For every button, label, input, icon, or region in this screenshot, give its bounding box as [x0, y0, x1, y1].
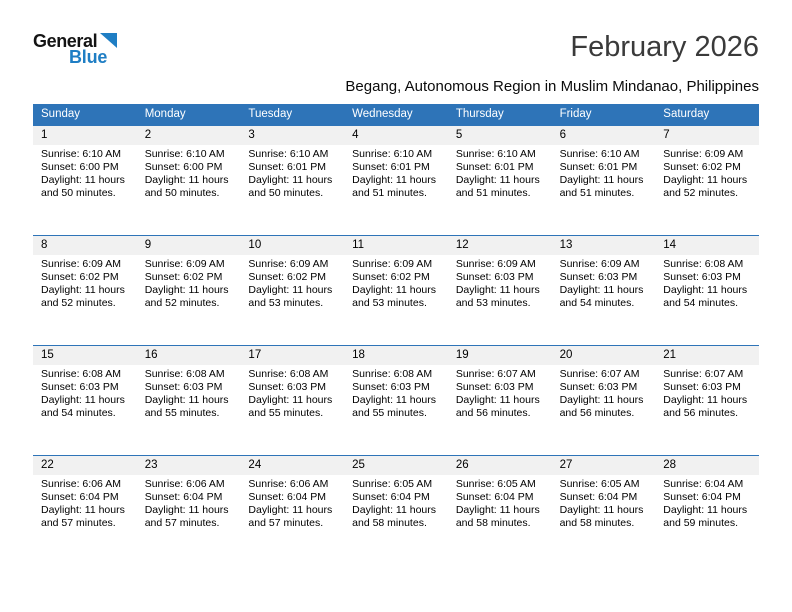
day-info: [344, 365, 448, 420]
daylight-text: Daylight: 11 hours and 55 minutes.: [248, 394, 333, 419]
day-cell-16[interactable]: [137, 346, 241, 455]
sunrise-text: Sunrise: 6:08 AM: [144, 368, 225, 380]
sunrise-text: Sunrise: 6:08 AM: [41, 368, 121, 380]
day-cell-8[interactable]: [33, 236, 137, 345]
daylight-text: Daylight: 11 hours and 53 minutes.: [248, 284, 333, 309]
daylight-text: Daylight: 11 hours and 56 minutes.: [559, 394, 644, 419]
daylight-text: Daylight: 11 hours and 57 minutes.: [144, 504, 229, 529]
sunrise-text: Sunrise: 6:06 AM: [248, 478, 329, 490]
day-cell-1[interactable]: [33, 126, 137, 235]
day-number: 6: [552, 126, 656, 145]
day-info: [448, 475, 552, 530]
day-number: 9: [137, 236, 241, 255]
daylight-text: Daylight: 11 hours and 58 minutes.: [352, 504, 436, 529]
day-cell-11[interactable]: [344, 236, 448, 345]
day-number: 4: [344, 126, 448, 145]
sunrise-text: Sunrise: 6:06 AM: [144, 478, 225, 490]
day-info: [240, 255, 344, 310]
sunrise-text: Sunrise: 6:10 AM: [144, 148, 225, 160]
day-info: [240, 145, 344, 200]
sunrise-text: Sunrise: 6:05 AM: [455, 478, 536, 490]
daylight-text: Daylight: 11 hours and 54 minutes.: [663, 284, 748, 309]
top-bar: [33, 24, 759, 74]
day-info: [552, 365, 656, 420]
day-cell-24[interactable]: [240, 456, 344, 565]
sunrise-text: Sunrise: 6:10 AM: [41, 148, 121, 160]
sunrise-text: Sunrise: 6:10 AM: [352, 148, 433, 160]
day-cell-27[interactable]: [552, 456, 656, 565]
page-title: February 2026: [570, 31, 759, 63]
day-cell-12[interactable]: [448, 236, 552, 345]
sunrise-text: Sunrise: 6:04 AM: [663, 478, 744, 490]
day-cell-26[interactable]: [448, 456, 552, 565]
day-cell-19[interactable]: [448, 346, 552, 455]
sunrise-text: Sunrise: 6:07 AM: [455, 368, 536, 380]
day-cell-4[interactable]: [344, 126, 448, 235]
week-row-2: [33, 235, 759, 345]
day-cell-13[interactable]: [552, 236, 656, 345]
day-number: 18: [344, 346, 448, 365]
logo-text-blue: Blue: [69, 47, 108, 67]
day-cell-14[interactable]: [655, 236, 759, 345]
daylight-text: Daylight: 11 hours and 58 minutes.: [455, 504, 540, 529]
day-cell-2[interactable]: [137, 126, 241, 235]
day-info: [33, 255, 137, 310]
weekday-header-row: [33, 104, 759, 125]
sunrise-text: Sunrise: 6:05 AM: [559, 478, 640, 490]
sunset-text: Sunset: 6:03 PM: [41, 381, 119, 393]
sunset-text: Sunset: 6:02 PM: [144, 271, 223, 283]
week-row-3: [33, 345, 759, 455]
day-info: [240, 475, 344, 530]
day-cell-20[interactable]: [552, 346, 656, 455]
day-info: [344, 475, 448, 530]
day-info: [655, 475, 759, 530]
sunrise-text: Sunrise: 6:07 AM: [559, 368, 640, 380]
daylight-text: Daylight: 11 hours and 52 minutes.: [663, 174, 748, 199]
sunset-text: Sunset: 6:03 PM: [352, 381, 430, 393]
sunset-text: Sunset: 6:03 PM: [455, 271, 534, 283]
sunset-text: Sunset: 6:01 PM: [559, 161, 638, 173]
day-info: [344, 145, 448, 200]
daylight-text: Daylight: 11 hours and 57 minutes.: [248, 504, 333, 529]
sunrise-text: Sunrise: 6:10 AM: [559, 148, 640, 160]
daylight-text: Daylight: 11 hours and 56 minutes.: [663, 394, 748, 419]
daylight-text: Daylight: 11 hours and 51 minutes.: [352, 174, 436, 199]
weekday-header-wednesday: Wednesday: [352, 108, 413, 120]
day-number: 26: [448, 456, 552, 475]
day-number: 21: [655, 346, 759, 365]
day-info: [552, 255, 656, 310]
day-info: [240, 365, 344, 420]
day-info: [448, 145, 552, 200]
day-info: [448, 255, 552, 310]
sunset-text: Sunset: 6:03 PM: [144, 381, 223, 393]
day-cell-3[interactable]: [240, 126, 344, 235]
daylight-text: Daylight: 11 hours and 53 minutes.: [352, 284, 436, 309]
daylight-text: Daylight: 11 hours and 50 minutes.: [144, 174, 229, 199]
sunset-text: Sunset: 6:00 PM: [41, 161, 119, 173]
day-number: 2: [137, 126, 241, 145]
week-row-4: [33, 455, 759, 565]
day-number: 27: [552, 456, 656, 475]
weekday-header-friday: Friday: [559, 108, 592, 120]
sunrise-text: Sunrise: 6:08 AM: [352, 368, 433, 380]
day-cell-5[interactable]: [448, 126, 552, 235]
sunrise-text: Sunrise: 6:09 AM: [41, 258, 121, 270]
sunset-text: Sunset: 6:04 PM: [663, 491, 741, 503]
sunset-text: Sunset: 6:02 PM: [663, 161, 741, 173]
weekday-header-tuesday: Tuesday: [248, 108, 293, 120]
sunset-text: Sunset: 6:04 PM: [248, 491, 327, 503]
day-cell-17[interactable]: [240, 346, 344, 455]
day-info: [655, 255, 759, 310]
sunset-text: Sunset: 6:03 PM: [663, 271, 741, 283]
sunset-text: Sunset: 6:04 PM: [559, 491, 638, 503]
day-cell-7[interactable]: [655, 126, 759, 235]
daylight-text: Daylight: 11 hours and 50 minutes.: [248, 174, 333, 199]
sunrise-text: Sunrise: 6:10 AM: [248, 148, 329, 160]
day-number: 13: [552, 236, 656, 255]
week-row-1: [33, 125, 759, 235]
day-info: [137, 255, 241, 310]
daylight-text: Daylight: 11 hours and 58 minutes.: [559, 504, 644, 529]
day-info: [33, 365, 137, 420]
sunset-text: Sunset: 6:01 PM: [248, 161, 327, 173]
day-number: 5: [448, 126, 552, 145]
sunrise-text: Sunrise: 6:09 AM: [455, 258, 536, 270]
weekday-header-monday: Monday: [144, 108, 186, 120]
day-number: 25: [344, 456, 448, 475]
day-number: 28: [655, 456, 759, 475]
location-subtitle: Begang, Autonomous Region in Muslim Mindanao, Philippines: [345, 78, 759, 95]
sunset-text: Sunset: 6:04 PM: [41, 491, 119, 503]
day-number: 15: [33, 346, 137, 365]
sunset-text: Sunset: 6:03 PM: [455, 381, 534, 393]
sunrise-text: Sunrise: 6:08 AM: [248, 368, 329, 380]
sunset-text: Sunset: 6:00 PM: [144, 161, 223, 173]
day-cell-25[interactable]: [344, 456, 448, 565]
day-info: [655, 145, 759, 200]
daylight-text: Daylight: 11 hours and 54 minutes.: [41, 394, 125, 419]
daylight-text: Daylight: 11 hours and 51 minutes.: [559, 174, 644, 199]
day-info: [344, 255, 448, 310]
sunrise-text: Sunrise: 6:07 AM: [663, 368, 744, 380]
sunset-text: Sunset: 6:04 PM: [352, 491, 430, 503]
sunrise-text: Sunrise: 6:06 AM: [41, 478, 121, 490]
sunset-text: Sunset: 6:03 PM: [559, 381, 638, 393]
day-info: [137, 145, 241, 200]
sunset-text: Sunset: 6:02 PM: [352, 271, 430, 283]
calendar-body: [33, 125, 759, 565]
day-info: [137, 365, 241, 420]
day-number: 23: [137, 456, 241, 475]
sunrise-text: Sunrise: 6:09 AM: [248, 258, 329, 270]
sunset-text: Sunset: 6:02 PM: [248, 271, 327, 283]
logo-triangle-icon: [100, 33, 117, 48]
day-cell-28[interactable]: [655, 456, 759, 565]
daylight-text: Daylight: 11 hours and 52 minutes.: [144, 284, 229, 309]
sunset-text: Sunset: 6:03 PM: [248, 381, 327, 393]
daylight-text: Daylight: 11 hours and 52 minutes.: [41, 284, 125, 309]
weekday-header-sunday: Sunday: [41, 108, 81, 120]
day-info: [552, 145, 656, 200]
calendar-table: [33, 104, 759, 565]
sunset-text: Sunset: 6:02 PM: [41, 271, 119, 283]
day-number: 24: [240, 456, 344, 475]
sunset-text: Sunset: 6:03 PM: [663, 381, 741, 393]
day-cell-10[interactable]: [240, 236, 344, 345]
day-number: 14: [655, 236, 759, 255]
day-number: 10: [240, 236, 344, 255]
daylight-text: Daylight: 11 hours and 51 minutes.: [455, 174, 540, 199]
day-number: 16: [137, 346, 241, 365]
daylight-text: Daylight: 11 hours and 59 minutes.: [663, 504, 748, 529]
day-number: 22: [33, 456, 137, 475]
sunrise-text: Sunrise: 6:09 AM: [663, 148, 744, 160]
day-info: [137, 475, 241, 530]
sunset-text: Sunset: 6:01 PM: [455, 161, 534, 173]
sunrise-text: Sunrise: 6:05 AM: [352, 478, 433, 490]
day-info: [448, 365, 552, 420]
sunrise-text: Sunrise: 6:09 AM: [352, 258, 433, 270]
logo-text-general: General: [33, 31, 98, 51]
day-cell-6[interactable]: [552, 126, 656, 235]
day-number: 1: [33, 126, 137, 145]
general-blue-logo: [33, 24, 117, 66]
weekday-header-thursday: Thursday: [455, 108, 504, 120]
day-number: 7: [655, 126, 759, 145]
sunset-text: Sunset: 6:04 PM: [144, 491, 223, 503]
sunset-text: Sunset: 6:03 PM: [559, 271, 638, 283]
day-cell-9[interactable]: [137, 236, 241, 345]
sunset-text: Sunset: 6:04 PM: [455, 491, 534, 503]
day-info: [552, 475, 656, 530]
day-number: 8: [33, 236, 137, 255]
daylight-text: Daylight: 11 hours and 50 minutes.: [41, 174, 125, 199]
sunrise-text: Sunrise: 6:10 AM: [455, 148, 536, 160]
sunrise-text: Sunrise: 6:09 AM: [144, 258, 225, 270]
daylight-text: Daylight: 11 hours and 54 minutes.: [559, 284, 644, 309]
daylight-text: Daylight: 11 hours and 53 minutes.: [455, 284, 540, 309]
day-number: 17: [240, 346, 344, 365]
day-cell-21[interactable]: [655, 346, 759, 455]
day-number: 19: [448, 346, 552, 365]
weekday-header-saturday: Saturday: [663, 108, 710, 120]
day-number: 11: [344, 236, 448, 255]
day-info: [655, 365, 759, 420]
daylight-text: Daylight: 11 hours and 55 minutes.: [352, 394, 436, 419]
sunrise-text: Sunrise: 6:08 AM: [663, 258, 744, 270]
day-cell-23[interactable]: [137, 456, 241, 565]
day-info: [33, 145, 137, 200]
day-cell-18[interactable]: [344, 346, 448, 455]
daylight-text: Daylight: 11 hours and 57 minutes.: [41, 504, 125, 529]
day-cell-22[interactable]: [33, 456, 137, 565]
day-cell-15[interactable]: [33, 346, 137, 455]
daylight-text: Daylight: 11 hours and 56 minutes.: [455, 394, 540, 419]
day-number: 3: [240, 126, 344, 145]
day-number: 12: [448, 236, 552, 255]
day-number: 20: [552, 346, 656, 365]
day-info: [33, 475, 137, 530]
daylight-text: Daylight: 11 hours and 55 minutes.: [144, 394, 229, 419]
sunset-text: Sunset: 6:01 PM: [352, 161, 430, 173]
sunrise-text: Sunrise: 6:09 AM: [559, 258, 640, 270]
